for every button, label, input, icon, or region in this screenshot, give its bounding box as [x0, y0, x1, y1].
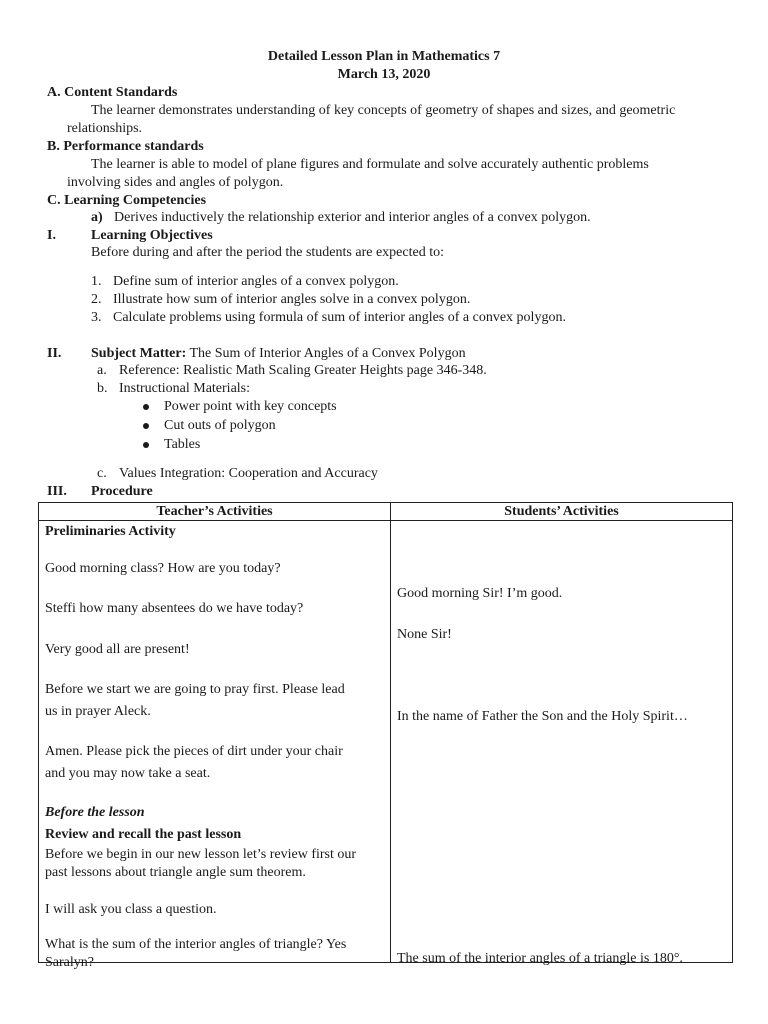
- material-item: Power point with key concepts: [164, 399, 337, 414]
- competency-text: Derives inductively the relationship exterior and interior angles of a convex polygon.: [114, 210, 591, 225]
- review-heading: Review and recall the past lesson: [45, 827, 242, 842]
- competency-marker: a): [91, 210, 103, 225]
- students-activities-cell: [391, 521, 733, 966]
- column-header-students: Students’ Activities: [391, 503, 733, 521]
- values-marker: c.: [97, 466, 107, 481]
- performance-standards-heading: B. Performance standards: [47, 139, 204, 154]
- bullet-icon: [143, 404, 149, 410]
- objective-number: 2.: [91, 292, 102, 307]
- teacher-pray-2: us in prayer Aleck.: [45, 704, 151, 719]
- objective-number: 3.: [91, 310, 102, 325]
- teacher-question-1: What is the sum of the interior angles of triangle? Yes: [45, 937, 347, 952]
- objectives-numeral: I.: [47, 228, 56, 243]
- material-item: Tables: [164, 437, 201, 452]
- objective-number: 1.: [91, 274, 102, 289]
- performance-standards-text-2: involving sides and angles of polygon.: [67, 175, 284, 190]
- teacher-pray-1: Before we start we are going to pray first. Please lead: [45, 682, 345, 697]
- materials-label: Instructional Materials:: [119, 381, 251, 396]
- page-title: Detailed Lesson Plan in Mathematics 7: [267, 49, 501, 64]
- preliminaries-heading: Preliminaries Activity: [45, 524, 176, 539]
- table-row: [39, 521, 733, 963]
- before-lesson-heading: Before the lesson: [45, 805, 145, 820]
- bullet-icon: [143, 423, 149, 429]
- table-header-row: [39, 503, 733, 521]
- content-standards-heading: A. Content Standards: [47, 85, 178, 100]
- teacher-amen-1: Amen. Please pick the pieces of dirt under your chair: [45, 744, 343, 759]
- content-standards-text-1: The learner demonstrates understanding of key concepts of geometry of shapes and sizes, and geometric: [91, 103, 676, 118]
- student-greeting-reply: Good morning Sir! I’m good.: [397, 586, 563, 601]
- bullet-icon: [143, 442, 149, 448]
- teacher-ask: I will ask you class a question.: [45, 902, 217, 917]
- performance-standards-text-1: The learner is able to model of plane figures and formulate and solve accurately authentic problems: [91, 157, 649, 172]
- content-standards-text-2: relationships.: [67, 121, 143, 136]
- teacher-question-2: Saralyn?: [45, 955, 94, 970]
- procedure-table: [38, 502, 733, 970]
- objective-text: Illustrate how sum of interior angles solve in a convex polygon.: [113, 292, 471, 307]
- teacher-activities-cell: [39, 521, 391, 970]
- lesson-date: March 13, 2020: [337, 67, 431, 82]
- objective-text: Define sum of interior angles of a convex polygon.: [113, 274, 399, 289]
- teacher-review-2: past lessons about triangle angle sum theorem.: [45, 865, 306, 880]
- teacher-review-1: Before we begin in our new lesson let’s review first our: [45, 847, 357, 862]
- student-none: None Sir!: [397, 627, 452, 642]
- student-prayer: In the name of Father the Son and the Holy Spirit…: [397, 709, 688, 724]
- learning-competencies-heading: C. Learning Competencies: [47, 193, 207, 208]
- reference-text: Reference: Realistic Math Scaling Greater Heights page 346-348.: [119, 363, 487, 378]
- subject-matter-line: [91, 345, 466, 363]
- column-header-teacher: Teacher’s Activities: [39, 503, 391, 521]
- subject-matter-numeral: II.: [47, 346, 62, 361]
- material-item: Cut outs of polygon: [164, 418, 276, 433]
- values-text: Values Integration: Cooperation and Accuracy: [119, 466, 378, 481]
- teacher-amen-2: and you may now take a seat.: [45, 766, 211, 781]
- procedure-heading: Procedure: [91, 484, 153, 499]
- subject-matter-label: Subject Matter:: [91, 346, 187, 361]
- student-answer: The sum of the interior angles of a triangle is 180°.: [397, 951, 683, 966]
- teacher-greeting: Good morning class? How are you today?: [45, 561, 281, 576]
- objective-text: Calculate problems using formula of sum of interior angles of a convex polygon.: [113, 310, 566, 325]
- procedure-numeral: III.: [47, 484, 67, 499]
- objectives-heading: Learning Objectives: [91, 228, 213, 243]
- teacher-present: Very good all are present!: [45, 642, 190, 657]
- materials-marker: b.: [97, 381, 108, 396]
- teacher-absentees: Steffi how many absentees do we have today?: [45, 601, 304, 616]
- reference-marker: a.: [97, 363, 107, 378]
- subject-matter-title: The Sum of Interior Angles of a Convex Polygon: [186, 346, 466, 361]
- objectives-intro: Before during and after the period the students are expected to:: [91, 245, 444, 260]
